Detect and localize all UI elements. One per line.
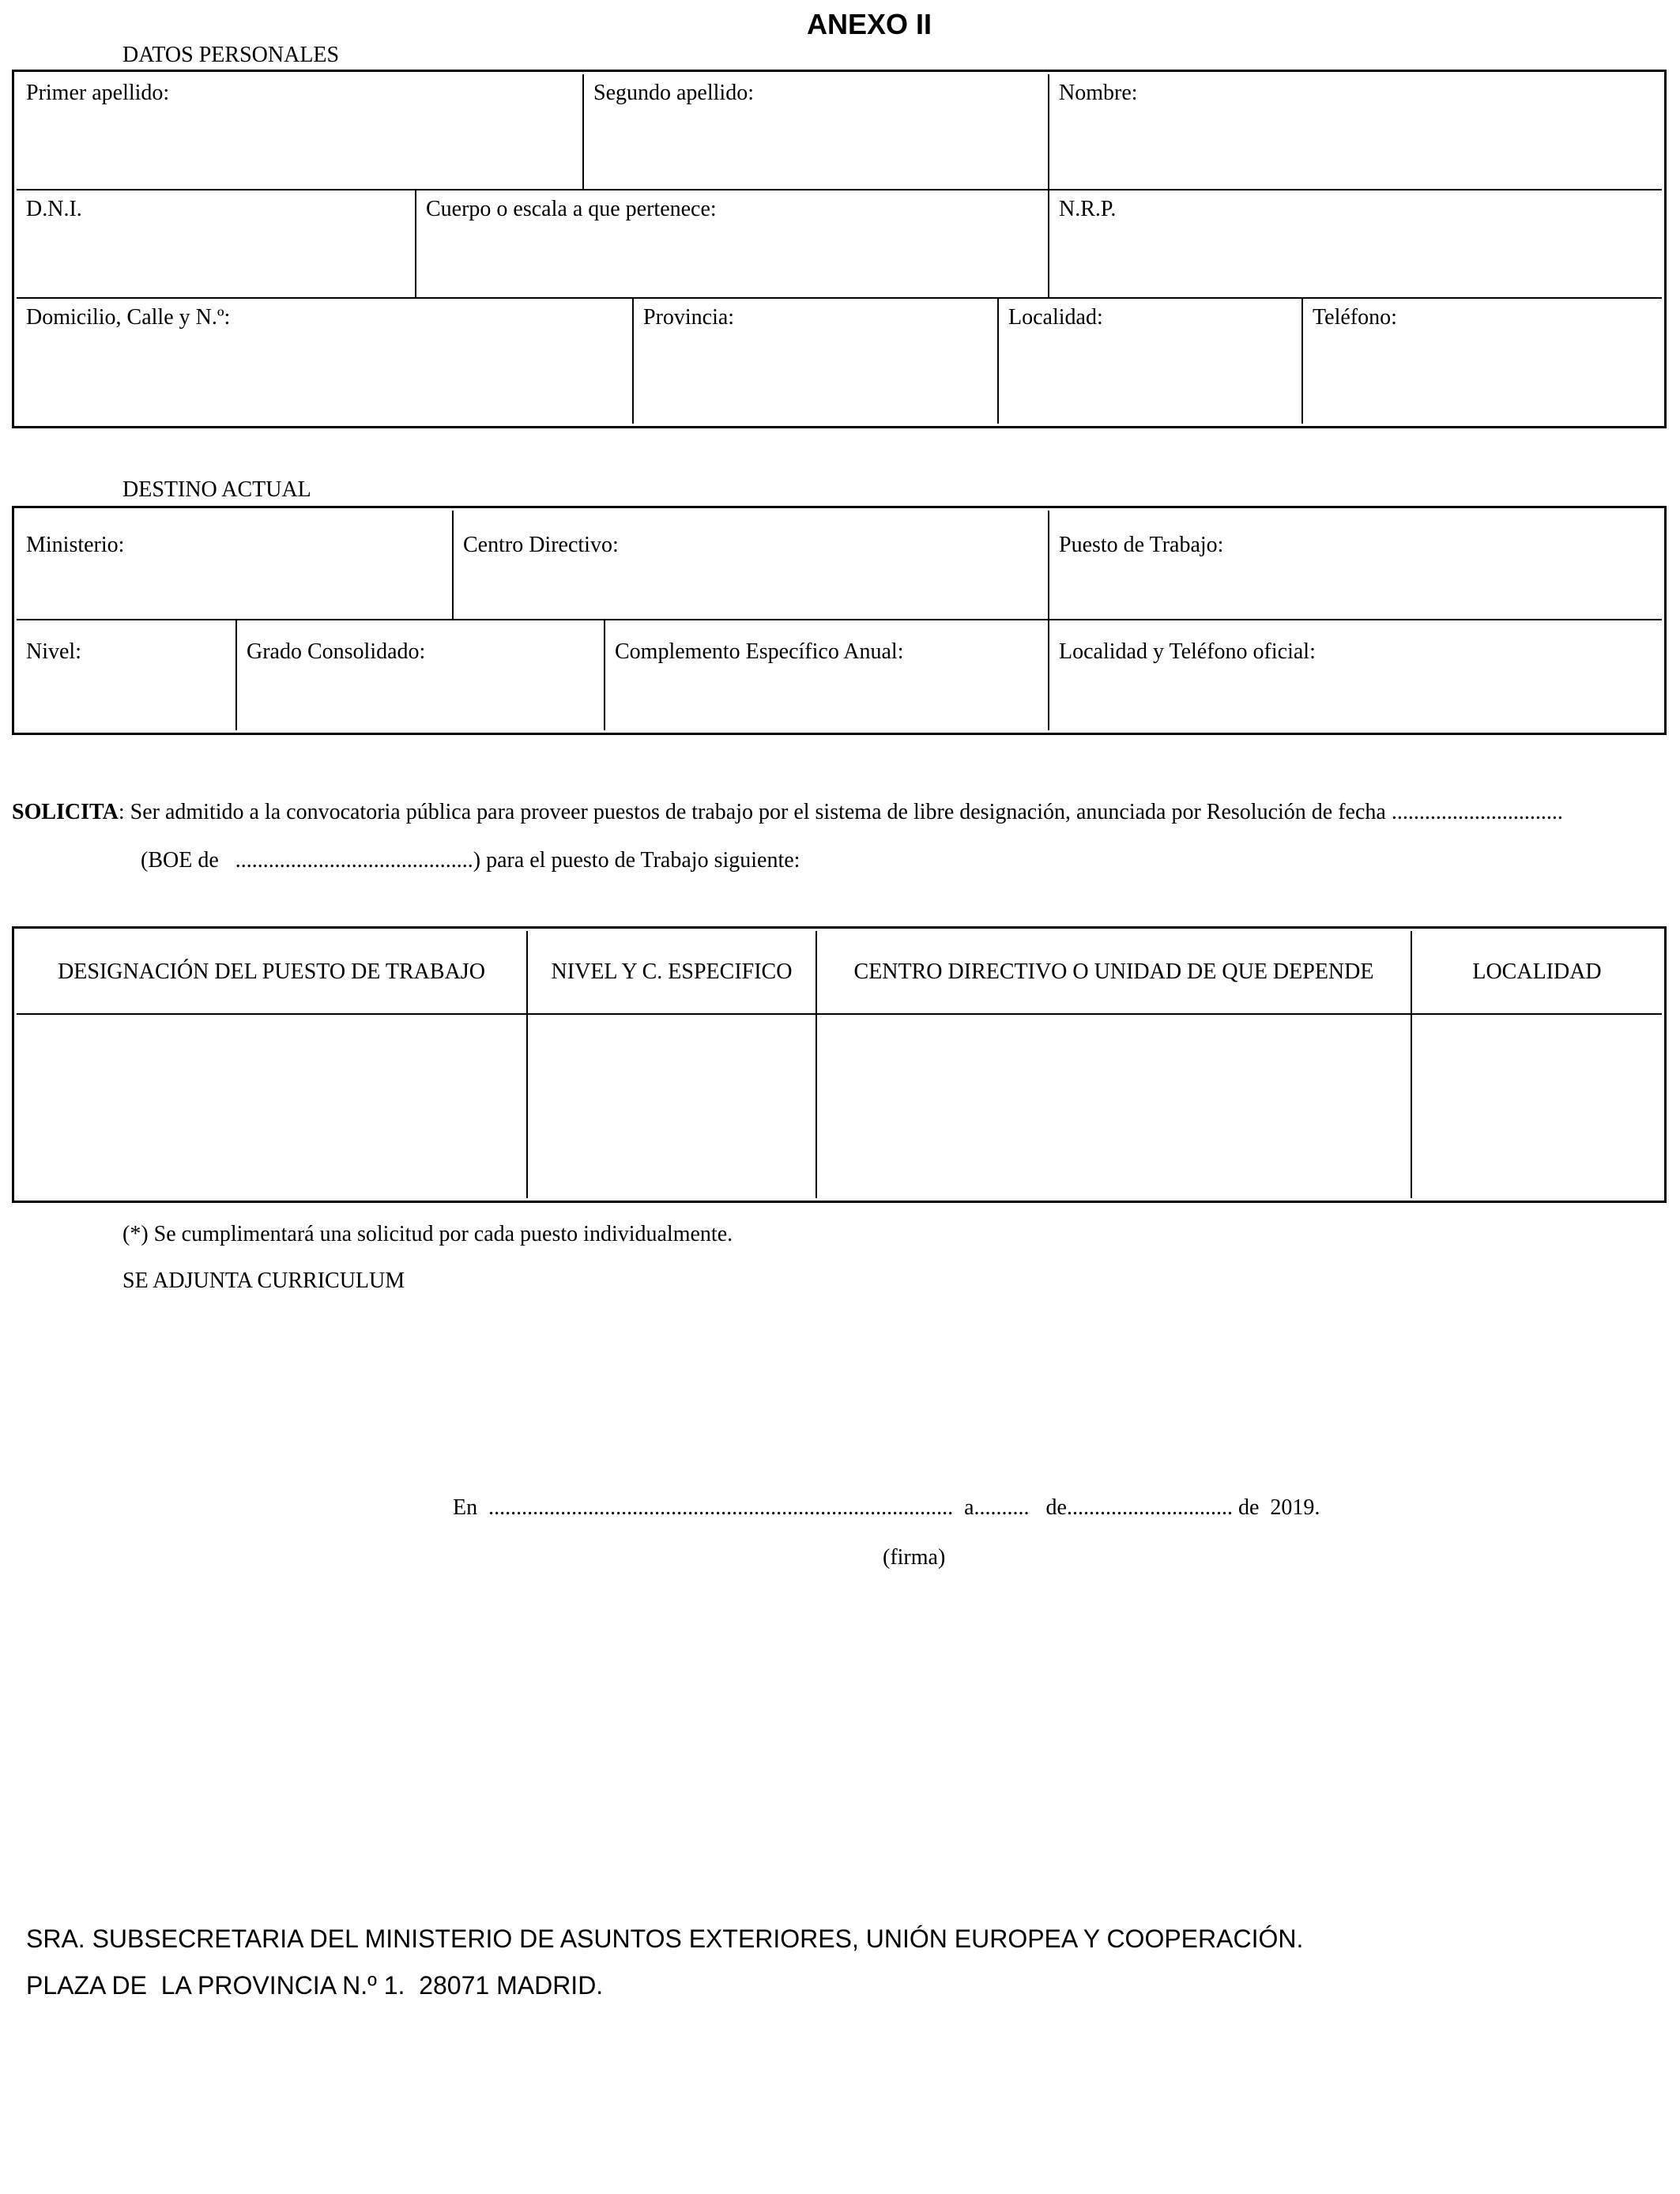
telefono-label: Teléfono: <box>1313 305 1397 330</box>
address-line-2: PLAZA DE LA PROVINCIA N.º 1. 28071 MADRID. <box>26 1971 604 2000</box>
nivel-label: Nivel: <box>26 639 81 664</box>
localidad-field[interactable] <box>998 299 1302 424</box>
personal-data-form <box>12 70 1667 428</box>
nivel-field[interactable] <box>17 620 236 730</box>
address-line-1: SRA. SUBSECRETARIA DEL MINISTERIO DE ASUNTOS EXTERIORES, UNIÓN EUROPEA Y COOPERACIÓN. <box>26 1924 1304 1953</box>
cuerpo-field[interactable] <box>416 190 1049 298</box>
firma-label: (firma) <box>883 1545 946 1570</box>
segundo-apellido-field[interactable] <box>583 74 1049 190</box>
nombre-field[interactable] <box>1049 74 1662 190</box>
ministerio-label: Ministerio: <box>26 533 125 557</box>
puesto-trabajo-field[interactable] <box>1049 511 1662 620</box>
dni-field[interactable] <box>17 190 416 298</box>
table-row <box>17 1015 1662 1198</box>
dni-label: D.N.I. <box>26 197 82 221</box>
section-label-datos-personales: DATOS PERSONALES <box>122 43 340 67</box>
header-localidad: LOCALIDAD <box>1411 931 1662 1014</box>
note-text: (*) Se cumplimentará una solicitud por cada puesto individualmente. <box>122 1222 733 1246</box>
centro-directivo-label: Centro Directivo: <box>463 533 619 557</box>
complemento-especifico-field[interactable] <box>605 620 1049 730</box>
centro-directivo-input-cell[interactable] <box>816 1015 1411 1198</box>
nrp-field[interactable] <box>1049 190 1662 298</box>
grado-consolidado-label: Grado Consolidado: <box>247 639 426 664</box>
solicita-boe-line: (BOE de ...........................................) para el puesto de Trabajo siguiente: <box>141 848 800 873</box>
nombre-label: Nombre: <box>1059 81 1138 105</box>
puesto-solicitado-table <box>12 926 1667 1203</box>
section-label-destino-actual: DESTINO ACTUAL <box>122 477 311 502</box>
destino-actual-form <box>12 506 1667 735</box>
nrp-label: N.R.P. <box>1059 197 1117 221</box>
header-designacion: DESIGNACIÓN DEL PUESTO DE TRABAJO <box>17 931 527 1014</box>
solicita-paragraph <box>12 800 1563 825</box>
complemento-especifico-label: Complemento Específico Anual: <box>615 639 904 664</box>
domicilio-field[interactable] <box>17 299 633 424</box>
signature-place-date-line: En .................................................................................... a.......... de.............................. de 2019. <box>453 1495 1320 1520</box>
header-nivel-especifico: NIVEL Y C. ESPECIFICO <box>527 931 816 1014</box>
localidad-telefono-oficial-field[interactable] <box>1049 620 1662 730</box>
localidad-telefono-oficial-label: Localidad y Teléfono oficial: <box>1059 639 1316 664</box>
page-title: ANEXO II <box>806 8 932 40</box>
header-centro-directivo: CENTRO DIRECTIVO O UNIDAD DE QUE DEPENDE <box>816 931 1411 1014</box>
puesto-trabajo-label: Puesto de Trabajo: <box>1059 533 1224 557</box>
provincia-field[interactable] <box>633 299 998 424</box>
localidad-label: Localidad: <box>1008 305 1103 330</box>
cuerpo-label: Cuerpo o escala a que pertenece: <box>426 197 717 221</box>
ministerio-field[interactable] <box>17 511 453 620</box>
adjunta-curriculum-text: SE ADJUNTA CURRICULUM <box>122 1269 405 1293</box>
grado-consolidado-field[interactable] <box>236 620 605 730</box>
centro-directivo-field[interactable] <box>453 511 1049 620</box>
solicita-text: : Ser admitido a la convocatoria pública para proveer puestos de trabajo por el sistema de libre designación, anunciada por Resolución de fecha ............................... <box>118 800 1563 824</box>
primer-apellido-field[interactable] <box>17 74 583 190</box>
solicita-label: SOLICITA <box>12 800 119 824</box>
provincia-label: Provincia: <box>643 305 735 330</box>
localidad-input-cell[interactable] <box>1411 1015 1662 1198</box>
segundo-apellido-label: Segundo apellido: <box>593 81 754 105</box>
domicilio-label: Domicilio, Calle y N.º: <box>26 305 231 330</box>
nivel-especifico-input-cell[interactable] <box>527 1015 816 1198</box>
designacion-input-cell[interactable] <box>17 1015 527 1198</box>
primer-apellido-label: Primer apellido: <box>26 81 170 105</box>
telefono-field[interactable] <box>1302 299 1662 424</box>
